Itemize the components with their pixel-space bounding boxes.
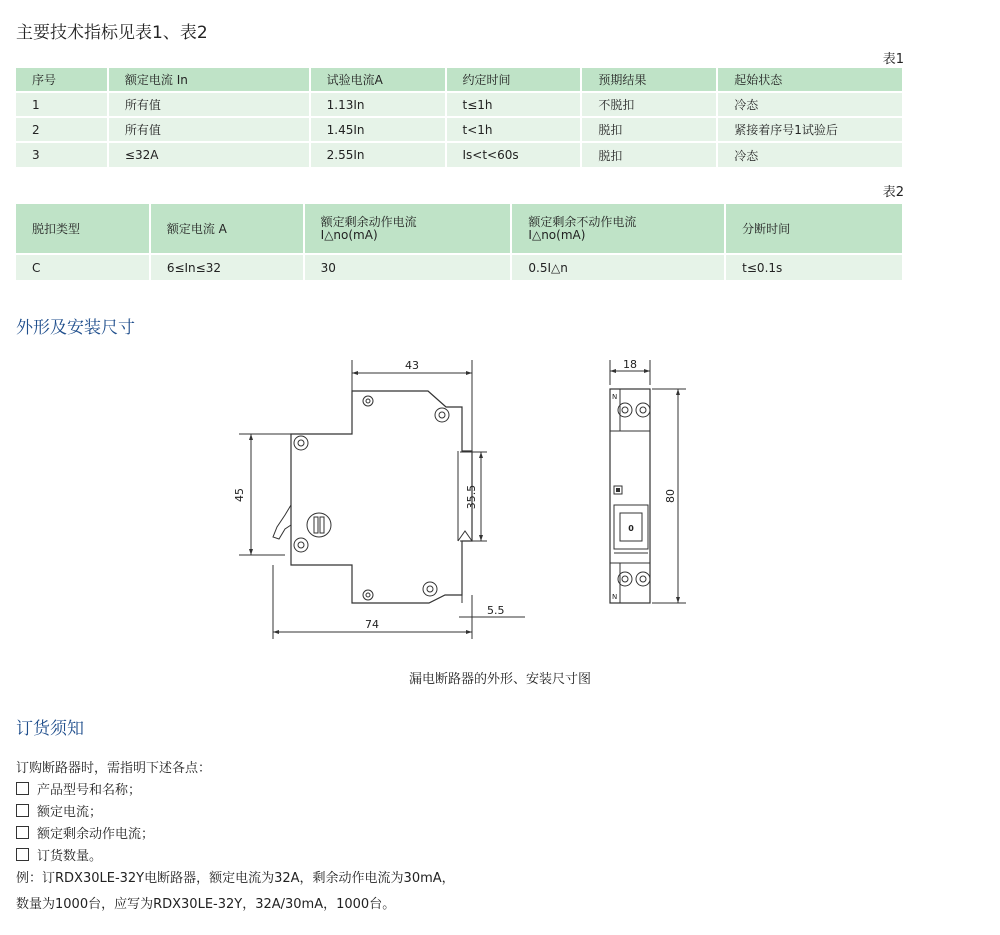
screw-icon xyxy=(294,538,308,552)
header-cell: 起始状态 xyxy=(717,68,903,92)
table-cell: 所有值 xyxy=(108,117,310,142)
header-cell xyxy=(304,204,512,254)
dimensions-section-title: 外形及安装尺寸 xyxy=(16,318,135,338)
table-row xyxy=(16,254,903,280)
dim-label-5-5: 5.5 xyxy=(487,604,505,617)
table-cell: 1.13In xyxy=(310,92,446,117)
header-cell: 额定电流 In xyxy=(108,68,310,92)
dim-label-43: 43 xyxy=(405,359,419,372)
header-cell: 序号 xyxy=(16,68,108,92)
dim-label-80: 80 xyxy=(664,489,677,503)
side-body-outline xyxy=(610,389,650,603)
order-section-title: 订货须知 xyxy=(16,719,84,739)
table-cell: ≤32A xyxy=(108,142,310,167)
order-example: 数量为1000台，应写为RDX30LE-32Y，32A/30mA，1000台。 xyxy=(16,897,396,912)
table-cell: 30 xyxy=(304,254,512,280)
header-line: I△no(mA) xyxy=(320,227,378,242)
order-example: 例：订RDX30LE-32Y电断路器，额定电流为32A，剩余动作电流为30mA， xyxy=(16,871,455,886)
table-cell: 紧接着序号1试验后 xyxy=(717,117,903,142)
table-cell: 3 xyxy=(16,142,108,167)
order-item-label: 订货数量。 xyxy=(37,849,103,864)
order-item xyxy=(16,802,455,824)
front-view-drawing xyxy=(225,355,505,645)
table-cell: 不脱扣 xyxy=(581,92,717,117)
table-cell: 脱扣 xyxy=(581,117,717,142)
table-cell: 所有值 xyxy=(108,92,310,117)
checkbox-icon xyxy=(16,782,29,795)
table-cell: 2.55In xyxy=(310,142,446,167)
header-line: 额定剩余动作电流 xyxy=(320,214,417,229)
table-cell: 脱扣 xyxy=(581,142,717,167)
table-cell: t≤1h xyxy=(446,92,582,117)
checkbox-icon xyxy=(16,826,29,839)
spec-table-2 xyxy=(16,204,904,280)
table-cell: 1.45In xyxy=(310,117,446,142)
breaker-body-outline xyxy=(291,391,472,603)
terminal-screw-icon xyxy=(636,403,650,417)
header-cell xyxy=(511,204,725,254)
side-view-drawing xyxy=(600,355,690,615)
order-item xyxy=(16,824,455,846)
table-cell: t≤0.1s xyxy=(725,254,903,280)
table2-label: 表2 xyxy=(882,185,904,200)
figure-caption: 漏电断路器的外形、安装尺寸图 xyxy=(408,672,591,687)
table-cell: t<1h xyxy=(446,117,582,142)
table-cell: 冷态 xyxy=(717,92,903,117)
header-cell: 约定时间 xyxy=(446,68,582,92)
screw-icon xyxy=(435,408,449,422)
order-item-label: 产品型号和名称； xyxy=(37,783,142,798)
checkbox-icon xyxy=(16,848,29,861)
trip-lever xyxy=(273,505,291,539)
dim-label-35-5: 35.5 xyxy=(465,484,478,510)
dim-label-45: 45 xyxy=(233,488,246,502)
terminal-label-bottom: N xyxy=(612,593,618,601)
order-item xyxy=(16,780,455,802)
table-row xyxy=(16,117,903,142)
screw-icon xyxy=(363,396,373,406)
order-item-label: 额定剩余动作电流； xyxy=(37,827,155,842)
header-cell: 预期结果 xyxy=(581,68,717,92)
page-title: 主要技术指标见表1、表2 xyxy=(16,23,208,43)
table-cell: C xyxy=(16,254,150,280)
table-row xyxy=(16,142,903,167)
table-cell: 0.5I△n xyxy=(511,254,725,280)
spec-table-1 xyxy=(16,68,904,167)
dim-label-18: 18 xyxy=(623,358,637,371)
header-cell: 脱扣类型 xyxy=(16,204,150,254)
screw-icon xyxy=(363,590,373,600)
table-cell: 2 xyxy=(16,117,108,142)
terminal-label-top: N xyxy=(612,393,618,401)
rail-clip-outline xyxy=(458,451,472,603)
terminal-screw-icon xyxy=(636,572,650,586)
screw-icon xyxy=(423,582,437,596)
table-cell: 1 xyxy=(16,92,108,117)
test-button-icon xyxy=(307,513,331,537)
order-item-label: 额定电流； xyxy=(37,805,103,820)
table-cell: Is<t<60s xyxy=(446,142,582,167)
header-cell: 试验电流A xyxy=(310,68,446,92)
table-header-row xyxy=(16,68,903,92)
dim-label-74: 74 xyxy=(365,618,379,631)
order-item xyxy=(16,846,455,868)
header-cell: 分断时间 xyxy=(725,204,903,254)
table-row xyxy=(16,92,903,117)
order-intro: 订购断路器时，需指明下述各点： xyxy=(16,761,212,776)
table-cell: 6≤In≤32 xyxy=(150,254,304,280)
table-cell: 冷态 xyxy=(717,142,903,167)
screw-icon xyxy=(294,436,308,450)
header-line: I△no(mA) xyxy=(528,227,586,242)
switch-label: 0 xyxy=(628,524,634,533)
header-cell: 额定电流 A xyxy=(150,204,304,254)
table-header-row xyxy=(16,204,903,254)
header-line: 额定剩余不动作电流 xyxy=(528,214,637,229)
checkbox-icon xyxy=(16,804,29,817)
order-notes xyxy=(16,758,455,916)
table1-label: 表1 xyxy=(882,52,904,67)
